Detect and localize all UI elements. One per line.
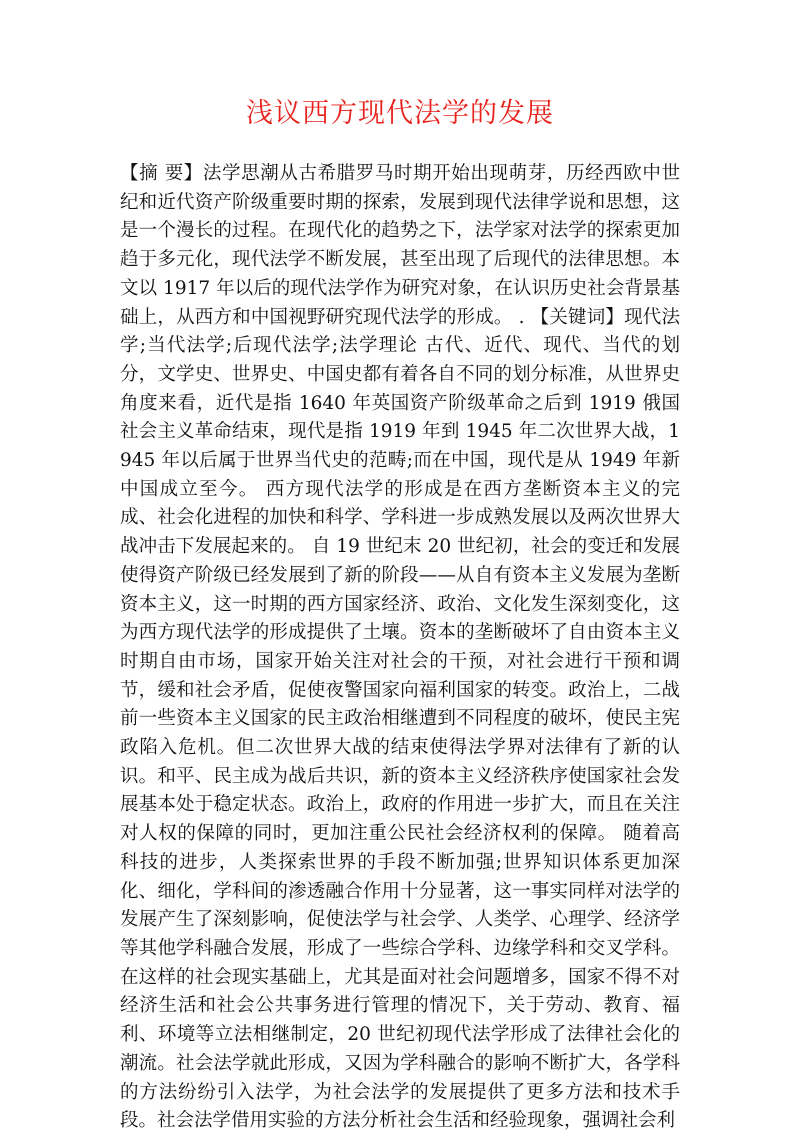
document-body: 【摘 要】法学思潮从古希腊罗马时期开始出现萌芽，历经西欧中世纪和近代资产阶级重要时期的探索，发展到现代法律学说和思想，这是一个漫长的过程。在现代化的趋势之下，法学家对法学的探索更加趋于多元化，现代法学不断发展，甚至出现了后现代的法律思想。本文以 1917 年以后的现代法学作为研究对象，在认识历史社会背景基础上，从西方和中国视野研究现代法学的形成。 . 【关键词】现代法学;当代法学;后现代法学;法学理论 古代、近代、现代、当代的划分，文学史、世界史、中国史都有着各自不同的划分标准，从世界史角度来看，近代是指 1640 年英国资产阶级革命之后到 1919 俄国社会主义革命结束，现代是指 1919 年到 1945 年二次世界大战，1945 年以后属于世界当代史的范畴;而在中国，现代是从 1949 年新中国成立至今。 西方现代法学的形成是在西方垄断资本主义的完成、社会化进程的加快和科学、学科进一步成熟发展以及两次世界大战冲击下发展起来的。 自 19 世纪末 20 世纪初，社会的变迁和发展使得资产阶级已经发展到了新的阶段——从自有资本主义发展为垄断资本主义，这一时期的西方国家经济、政治、文化发生深刻变化，这为西方现代法学的形成提供了土壤。资本的垄断破坏了自由资本主义时期自由市场，国家开始关注对社会的干预，对社会进行干预和调节，缓和社会矛盾，促使夜警国家向福利国家的转变。政治上，二战前一些资本主义国家的民主政治相继遭到不同程度的破坏，使民主宪政陷入危机。但二次世界大战的结束使得法学界对法律有了新的认识。和平、民主成为战后共识，新的资本主义经济秩序使国家社会发展基本处于稳定状态。政治上，政府的作用进一步扩大，而且在关注对人权的保障的同时，更加注重公民社会经济权利的保障。 随着高科技的进步，人类探索世界的手段不断加强;世界知识体系更加深化、细化，学科间的渗透融合作用十分显著，这一事实同样对法学的发展产生了深刻影响，促使法学与社会学、人类学、心理学、经济学等其他学科融合发展，形成了一些综合学科、边缘学科和交叉学科。 在这样的社会现实基础上，尤其是面对社会问题增多，国家不得不对经济生活和社会公共事务进行管理的情况下，关于劳动、教育、福利、环境等立法相继制定，20 世纪初现代法学形成了法律社会化的潮流。社会法学就此形成，又因为学科融合的影响不断扩大，各学科的方法纷纷引入法学，为社会法学的发展提供了更多方法和技术手段。社会法学借用实验的方法分析社会生活和经验现象，强调社会利: [120, 163, 680, 1132]
document-title: 浅议西方现代法学的发展: [246, 98, 554, 129]
